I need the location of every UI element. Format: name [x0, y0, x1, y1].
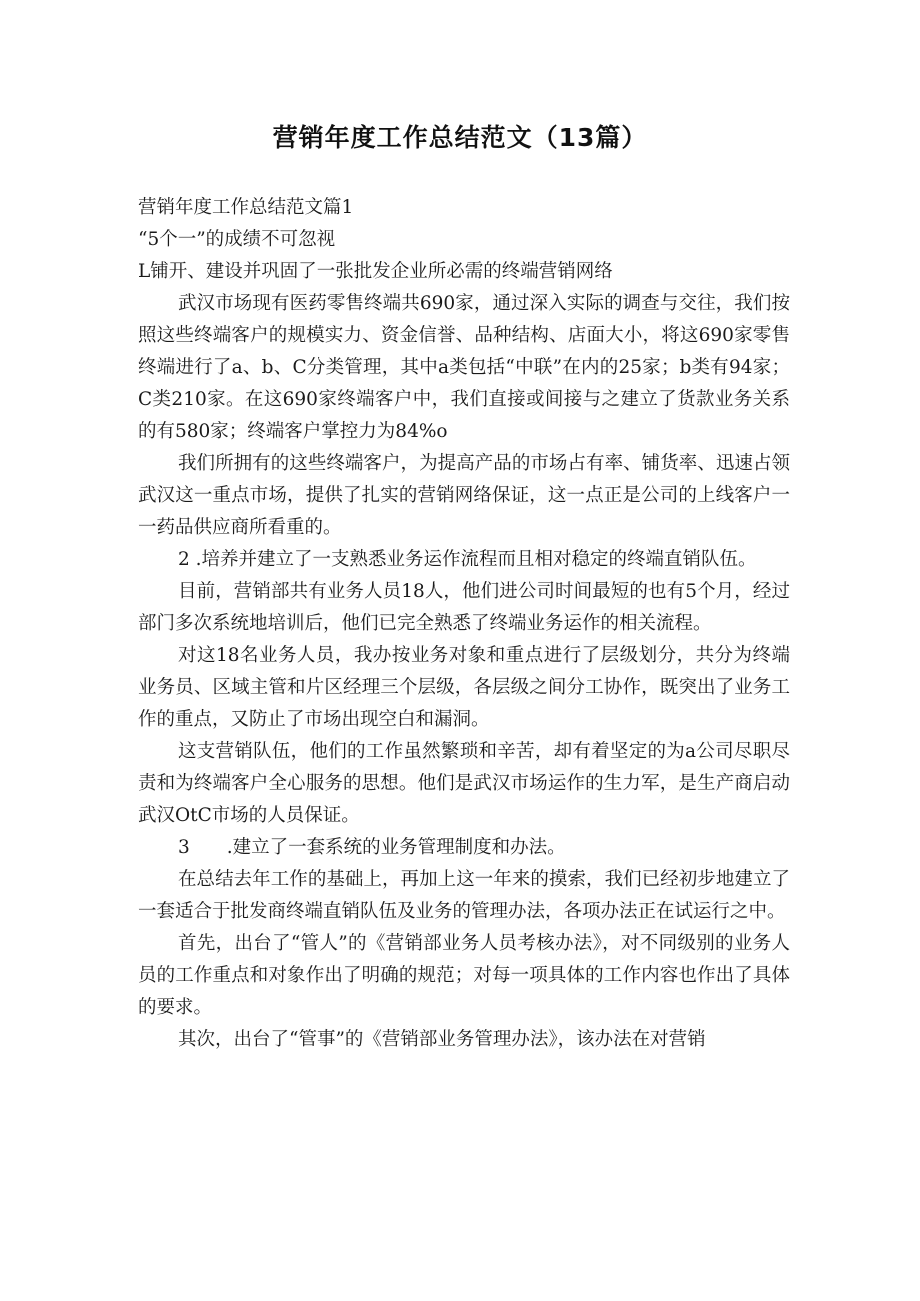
paragraph: L铺开、建设并巩固了一张批发企业所必需的终端营销网络: [138, 261, 613, 282]
paragraph: 其次，出台了“管事”的《营销部业务管理办法》，该办法在对营销: [178, 1029, 706, 1050]
document-body: [138, 192, 790, 1056]
paragraph: 武汉市场现有医药零售终端共690家，通过深入实际的调查与交往，我们按照这些终端客户的规模实力、资金信誉、品种结构、店面大小，将这690家零售终端进行了a、b、C分类管理，其中a类包括“中联”在内的25家；b类有94家；C类210家。在这690家终端客户中，我们直接或间接与之建立了货款业务关系的有580家；终端客户掌控力为84%o: [138, 293, 790, 442]
section-heading: 营销年度工作总结范文篇1: [138, 197, 354, 218]
paragraph: 首先，出台了“管人”的《营销部业务人员考核办法》，对不同级别的业务人员的工作重点和对象作出了明确的规范；对每一项具体的工作内容也作出了具体的要求。: [138, 933, 790, 1018]
paragraph: 目前，营销部共有业务人员18人，他们进公司时间最短的也有5个月，经过部门多次系统地培训后，他们已完全熟悉了终端业务运作的相关流程。: [138, 581, 790, 634]
subtitle: “5个一”的成绩不可忽视: [138, 229, 336, 250]
paragraph: 在总结去年工作的基础上，再加上这一年来的摸索，我们已经初步地建立了一套适合于批发商终端直销队伍及业务的管理办法，各项办法正在试运行之中。: [138, 869, 790, 922]
paragraph: 3 .建立了一套系统的业务管理制度和办法。: [178, 837, 566, 858]
paragraph: 我们所拥有的这些终端客户，为提高产品的市场占有率、铺货率、迅速占领武汉这一重点市场，提供了扎实的营销网络保证，这一点正是公司的上线客户一一药品供应商所看重的。: [138, 453, 790, 538]
paragraph: 2 .培养并建立了一支熟悉业务运作流程而且相对稳定的终端直销队伍。: [178, 549, 757, 570]
document-title: 营销年度工作总结范文（13篇）: [272, 123, 648, 152]
paragraph: 这支营销队伍，他们的工作虽然繁琐和辛苦，却有着坚定的为a公司尽职尽责和为终端客户全心服务的思想。他们是武汉市场运作的生力军，是生产商启动武汉OtC市场的人员保证。: [138, 741, 790, 826]
paragraph: 对这18名业务人员，我办按业务对象和重点进行了层级划分，共分为终端业务员、区域主管和片区经理三个层级，各层级之间分工协作，既突出了业务工作的重点，又防止了市场出现空白和漏洞。: [138, 645, 790, 730]
